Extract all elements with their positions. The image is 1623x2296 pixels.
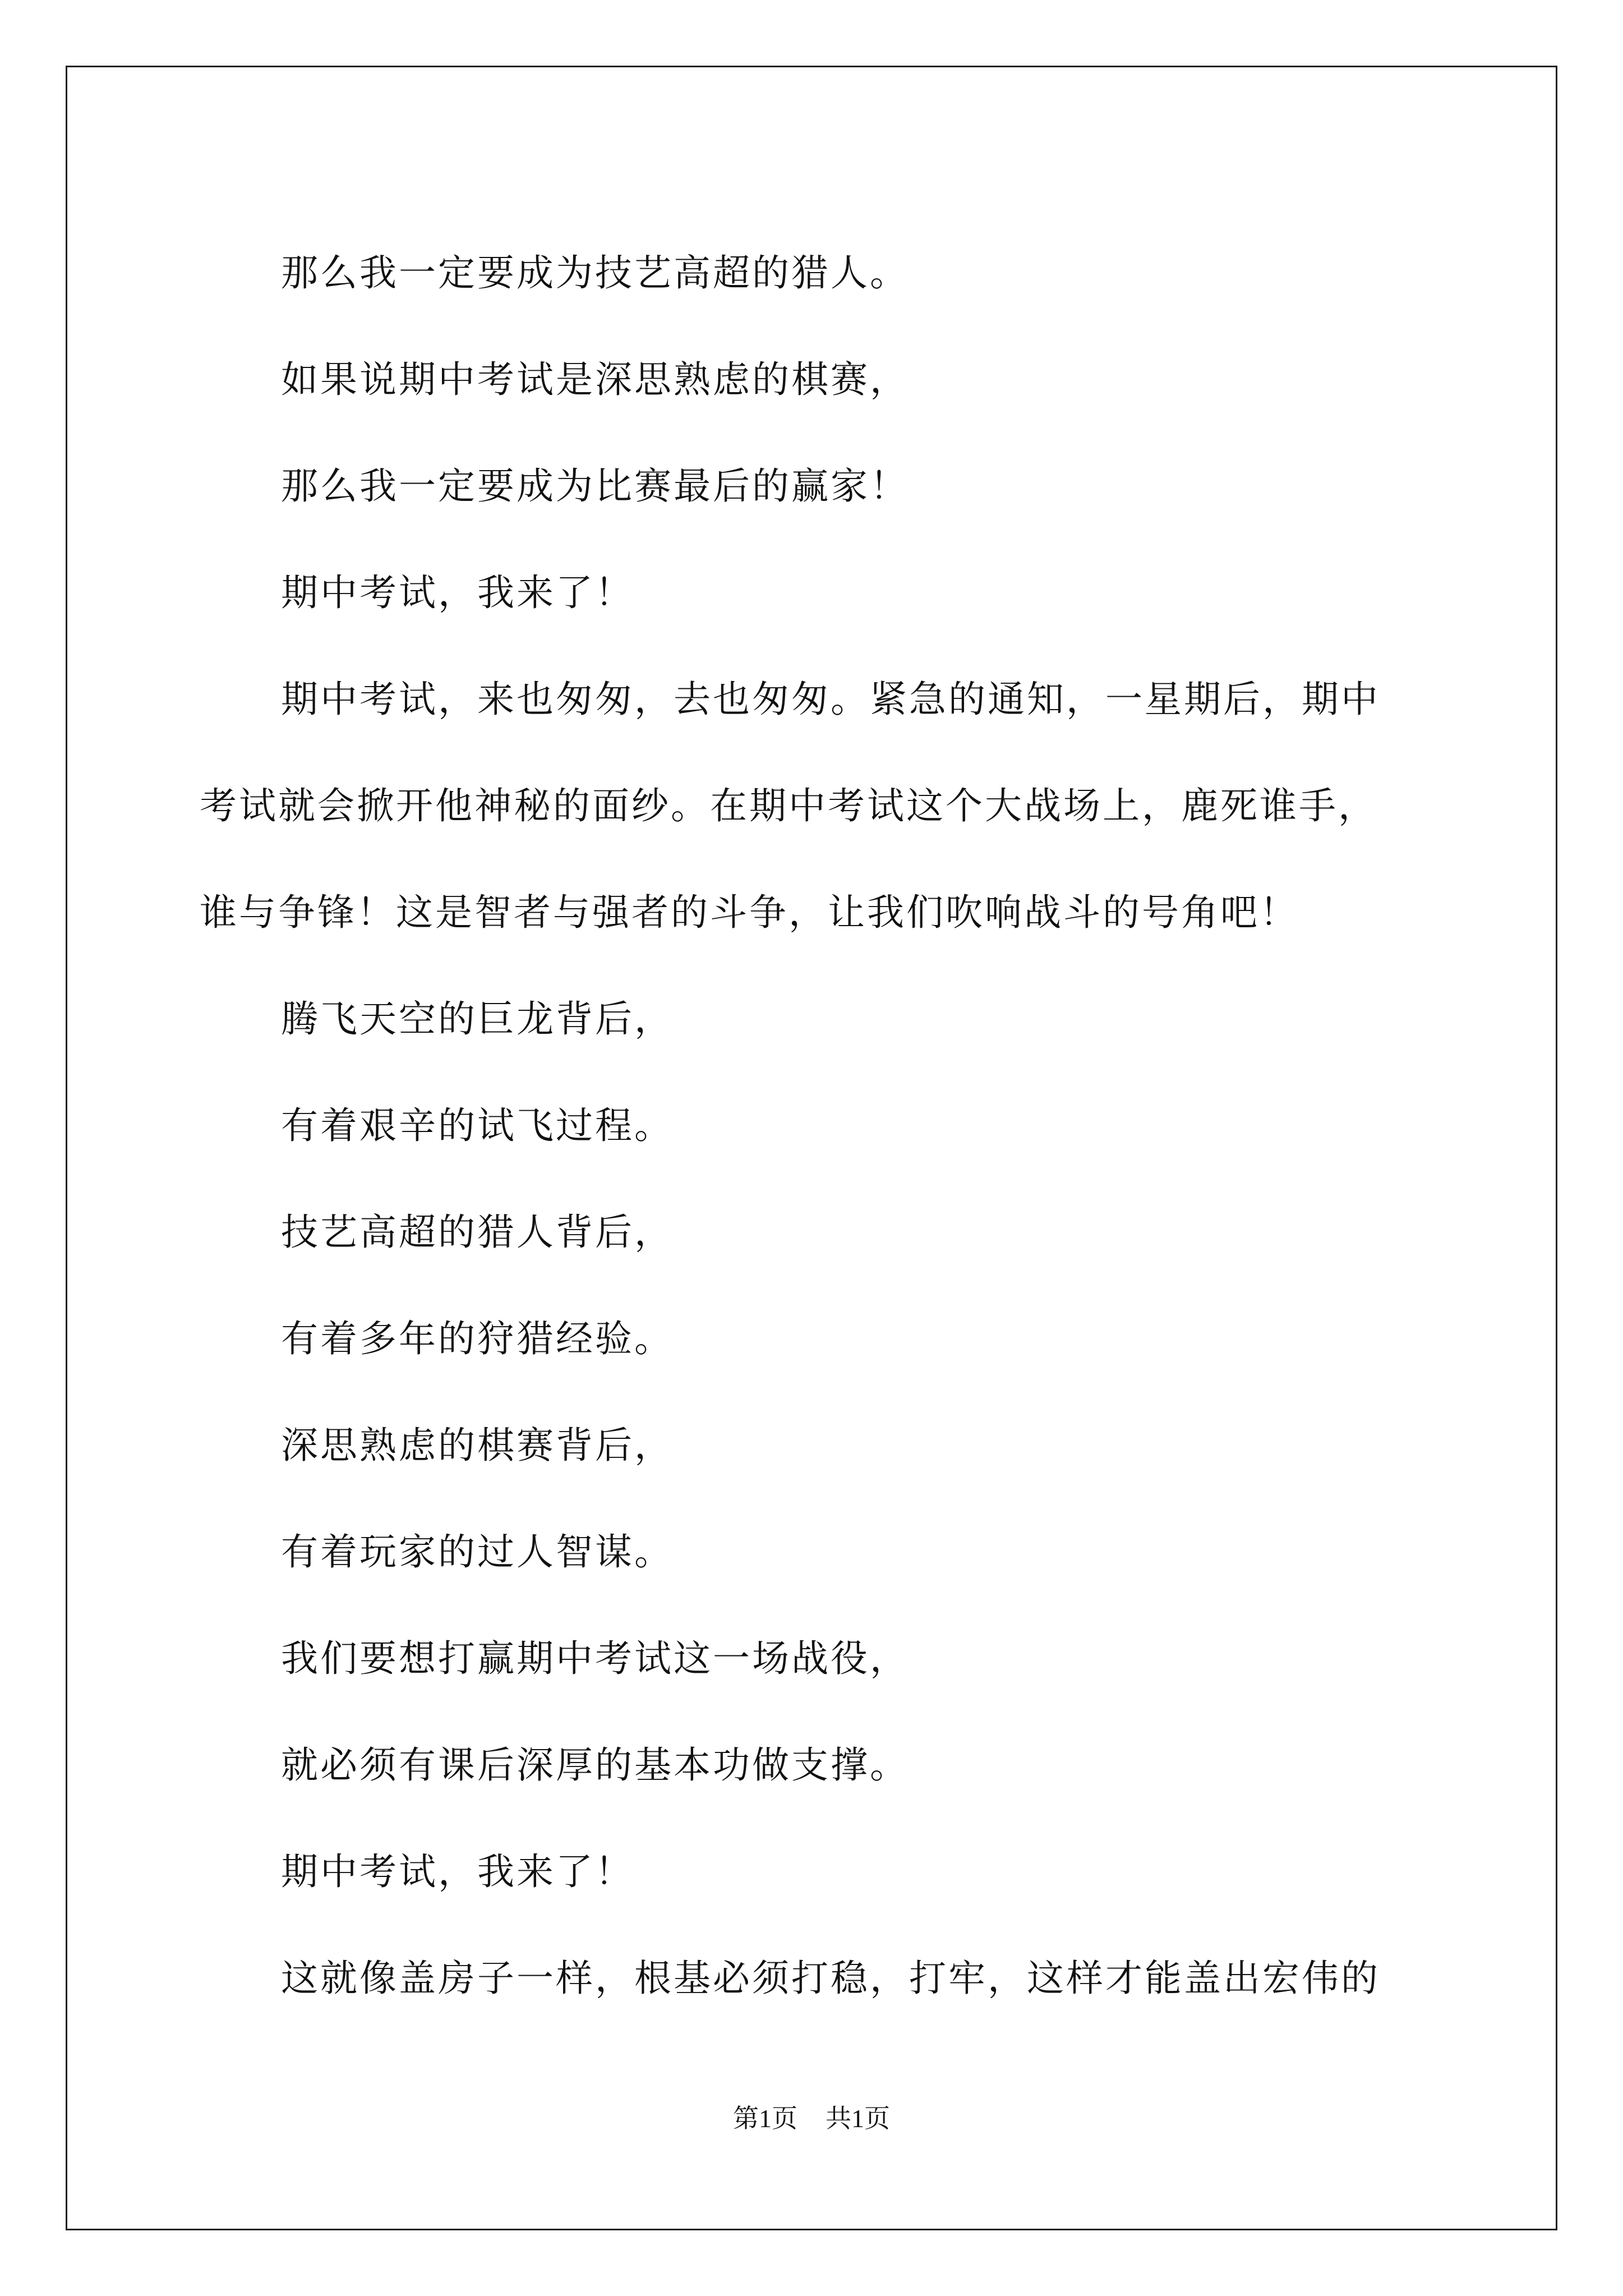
paragraph: 谁与争锋！这是智者与强者的斗争，让我们吹响战斗的号角吧！: [200, 891, 1299, 934]
page-footer: [0, 2098, 1623, 2135]
page-number-total: 共1页: [826, 2104, 890, 2133]
paragraph: 深思熟虑的棋赛背后，: [281, 1424, 674, 1467]
paragraph: 期中考试，来也匆匆，去也匆匆。紧急的通知，一星期后，期中: [281, 678, 1380, 721]
paragraph: 期中考试，我来了！: [281, 1850, 634, 1893]
paragraph: 有着玩家的过人智谋。: [281, 1530, 674, 1573]
paragraph: 那么我一定要成为比赛最后的赢家！: [281, 464, 909, 508]
paragraph: 考试就会掀开他神秘的面纱。在期中考试这个大战场上，鹿死谁手，: [200, 784, 1377, 827]
document-body: [200, 220, 1433, 2032]
paragraph: 如果说期中考试是深思熟虑的棋赛，: [281, 358, 909, 401]
paragraph: 这就像盖房子一样，根基必须打稳，打牢，这样才能盖出宏伟的: [281, 1957, 1380, 2000]
paragraph: 我们要想打赢期中考试这一场战役，: [281, 1637, 909, 1680]
paragraph: 技艺高超的猎人背后，: [281, 1211, 674, 1254]
paragraph: 就必须有课后深厚的基本功做支撑。: [281, 1743, 909, 1787]
paragraph: 腾飞天空的巨龙背后，: [281, 997, 674, 1041]
paragraph: 有着艰辛的试飞过程。: [281, 1104, 674, 1147]
paragraph: 那么我一定要成为技艺高超的猎人。: [281, 251, 909, 295]
paragraph: 有着多年的狩猎经验。: [281, 1317, 674, 1360]
page-number-current: 第1页: [733, 2104, 797, 2133]
paragraph: 期中考试，我来了！: [281, 571, 634, 614]
